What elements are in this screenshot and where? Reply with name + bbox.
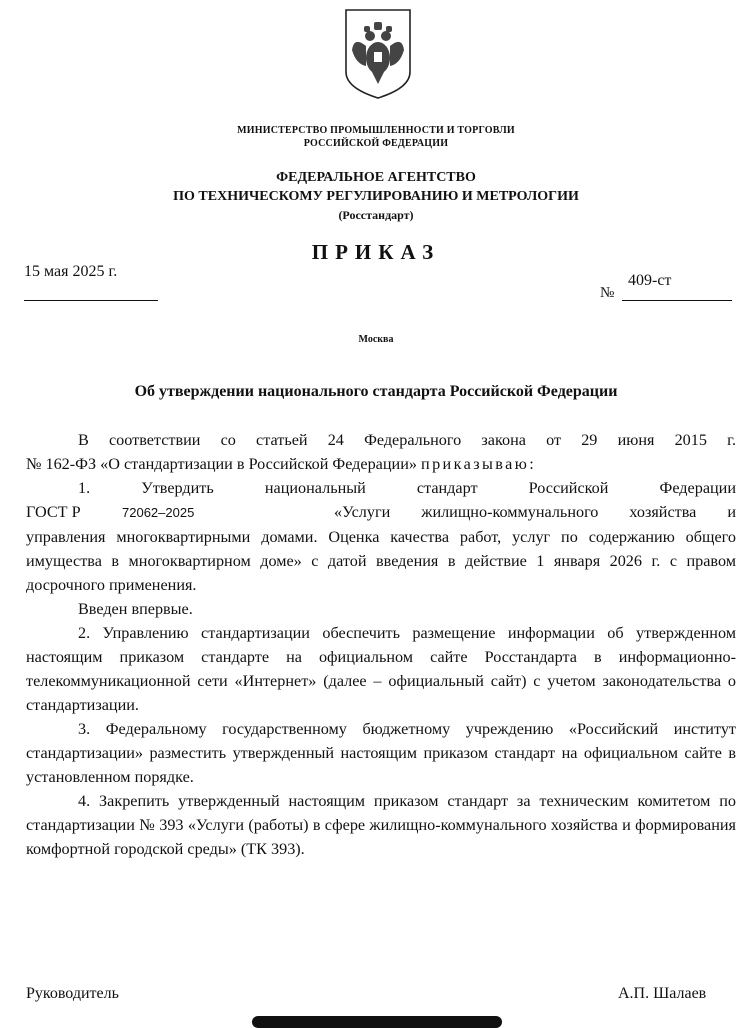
- home-indicator-bar: [252, 1016, 502, 1028]
- agency-line-1: ФЕДЕРАЛЬНОЕ АГЕНТСТВО: [276, 170, 476, 185]
- preamble-line-2: [26, 452, 736, 476]
- number-sign: №: [600, 285, 615, 301]
- ministry-name: [0, 124, 752, 150]
- agency-name: [0, 168, 752, 225]
- agency-line-2: ПО ТЕХНИЧЕСКОМУ РЕГУЛИРОВАНИЮ И МЕТРОЛОГИИ: [173, 189, 579, 204]
- signer-name: А.П. Шалаев: [618, 985, 707, 1002]
- item-1-text: [26, 500, 736, 597]
- item-1-note: Введен впервые.: [78, 600, 193, 618]
- number-underline: [622, 300, 732, 301]
- city: Москва: [358, 334, 394, 345]
- order-body: [26, 428, 736, 861]
- order-date: 15 мая 2025 г.: [24, 263, 118, 280]
- order-number: 409-ст: [628, 272, 672, 289]
- document-type: ПРИКАЗ: [311, 240, 441, 264]
- signer-role: Руководитель: [26, 985, 119, 1002]
- item-4: 4. Закрепить утвержденный настоящим приказом стандарт за техническим комитетом по стандартизации № 393 «Услуги (работы) в сфере жилищно-коммунального хозяйства и формирования комфортной городской среды» (ТК 393).: [26, 792, 736, 858]
- agency-line-3: (Росстандарт): [338, 208, 414, 222]
- item-1-rest: «Услуги жилищно-коммунального хозяйства и управления многоквартирными домами. Оценка качества работ, услуг по содержанию общего имущества в многоквартирном доме» с датой введения в действие 1 января 2026 г. с правом досрочного применения.: [26, 503, 736, 594]
- preamble-law: № 162-ФЗ «О стандартизации в Российской Федерации»: [26, 455, 417, 473]
- ministry-line-2: РОССИЙСКОЙ ФЕДЕРАЦИИ: [303, 138, 449, 149]
- standard-code: 72062–2025: [122, 505, 195, 520]
- item-1-line-1: 1. Утвердить национальный стандарт Российской Федерации: [78, 479, 736, 497]
- item-3: 3. Федеральному государственному бюджетному учреждению «Российский институт стандартизации» разместить утвержденный настоящим приказом стандарт на официальном сайте в установленном порядке.: [26, 720, 736, 786]
- ministry-line-1: МИНИСТЕРСТВО ПРОМЫШЛЕННОСТИ И ТОРГОВЛИ: [237, 125, 515, 136]
- item-2: 2. Управлению стандартизации обеспечить размещение информации об утвержденном настоящим приказом стандарте на официальном сайте Росстандарта в информационно-телекоммуникационной сети «Интернет» (далее – официальный сайт) с учетом законодательства о стандартизации.: [26, 624, 736, 714]
- document-title: Об утверждении национального стандарта Российской Федерации: [134, 383, 618, 400]
- preamble-line-1: В соответствии со статьей 24 Федерального закона от 29 июня 2015 г.: [78, 431, 736, 449]
- date-underline: [24, 300, 158, 301]
- order-word: приказываю:: [421, 455, 537, 473]
- double-headed-eagle-icon: [340, 6, 416, 100]
- gost-label: ГОСТ Р: [26, 503, 81, 521]
- coat-of-arms-emblem: [340, 6, 416, 100]
